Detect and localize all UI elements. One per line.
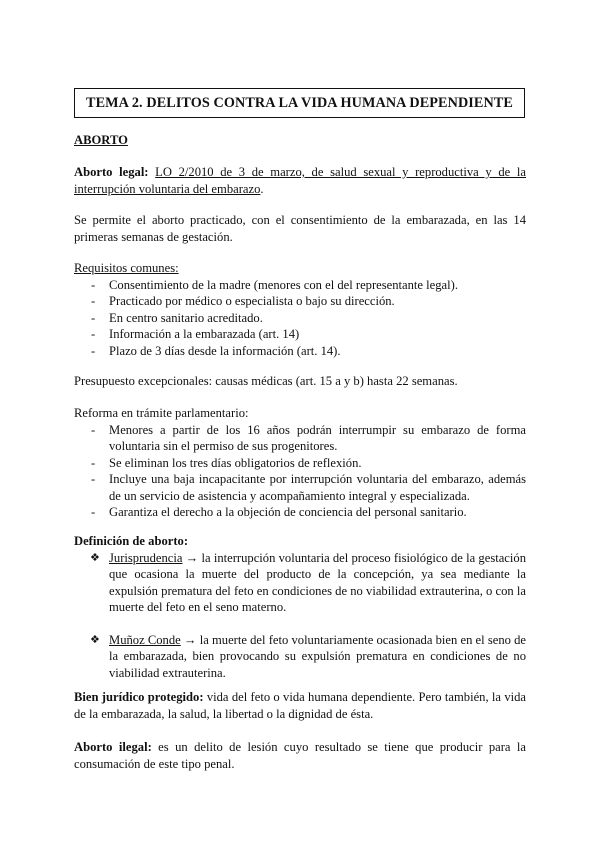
list-item: - En centro sanitario acreditado. <box>74 310 526 327</box>
reforma-section <box>74 405 526 521</box>
aborto-legal-paragraph <box>74 164 526 197</box>
list-item: - Incluye una baja incapacitante por interrupción voluntaria del embarazo, además de un servicio de asistencia y acompañamiento integral y especializada. <box>74 471 526 504</box>
definicion-heading: Definición de aborto: <box>74 534 189 548</box>
list-item: - Se eliminan los tres días obligatorios de reflexión. <box>74 455 526 472</box>
list-item: - Información a la embarazada (art. 14) <box>74 326 526 343</box>
presupuesto-paragraph: Presupuesto excepcionales: causas médicas (art. 15 a y b) hasta 22 semanas. <box>74 374 458 388</box>
list-item: - Garantiza el derecho a la objeción de conciencia del personal sanitario. <box>74 504 526 521</box>
definition-text: → la interrupción voluntaria del proceso fisiológico de la gestación que ocasiona la muerte del producto de la concepción, ya sea mediante la expulsión prematura del feto en condiciones de no viabilidad extrauterina, o con la muerte del feto en el seno materno. <box>109 550 526 614</box>
reforma-heading: Reforma en trámite parlamentario: <box>74 406 249 420</box>
aborto-ilegal-label: Aborto ilegal: <box>74 740 152 754</box>
list-item: - Practicado por médico o especialista o bajo su dirección. <box>74 293 526 310</box>
definition-source: Muñoz Conde <box>109 632 181 647</box>
bien-juridico-text: vida del feto o vida humana dependiente. Pero también, la vida de la embarazada, la salud, la libertad o la dignidad de ésta. <box>74 690 527 721</box>
permite-paragraph: Se permite el aborto practicado, con el consentimiento de la embarazada, en las 14 primeras semanas de gestación. <box>74 213 526 244</box>
requisitos-heading: Requisitos comunes: <box>74 261 179 275</box>
definicion-section <box>74 533 526 681</box>
bien-juridico-label: Bien jurídico protegido: <box>74 690 204 704</box>
list-item <box>74 550 526 616</box>
aborto-ilegal-paragraph <box>74 739 526 772</box>
section-heading: ABORTO <box>74 133 128 147</box>
list-item <box>74 632 526 682</box>
aborto-ilegal-text: es un delito de lesión cuyo resultado se tiene que producir para la consumación de este tipo penal. <box>74 740 526 771</box>
list-item: - Menores a partir de los 16 años podrán interrumpir su embarazo de forma voluntaria sin el permiso de sus progenitores. <box>74 422 526 455</box>
list-item: - Consentimiento de la madre (menores con el del representante legal). <box>74 277 526 294</box>
reforma-list <box>74 422 526 521</box>
page-title: TEMA 2. DELITOS CONTRA LA VIDA HUMANA DEPENDIENTE <box>74 88 525 118</box>
definicion-list <box>74 550 526 682</box>
law-reference: LO 2/2010 de 3 de marzo, de salud sexual y reproductiva y de la interrupción voluntaria del embarazo <box>74 165 526 196</box>
requisitos-section <box>74 260 526 359</box>
aborto-legal-label: Aborto legal: <box>74 165 149 179</box>
definition-source: Jurisprudencia <box>109 550 183 565</box>
definition-text: → la muerte del feto voluntariamente ocasionada bien en el seno de la embarazada, bien provocando su expulsión prematura en condiciones de no viabilidad extrauterina. <box>109 632 526 680</box>
law-reference-end: . <box>260 181 264 196</box>
list-item: - Plazo de 3 días desde la información (art. 14). <box>74 343 526 360</box>
requisitos-list <box>74 277 526 360</box>
bien-juridico-paragraph <box>74 689 526 722</box>
